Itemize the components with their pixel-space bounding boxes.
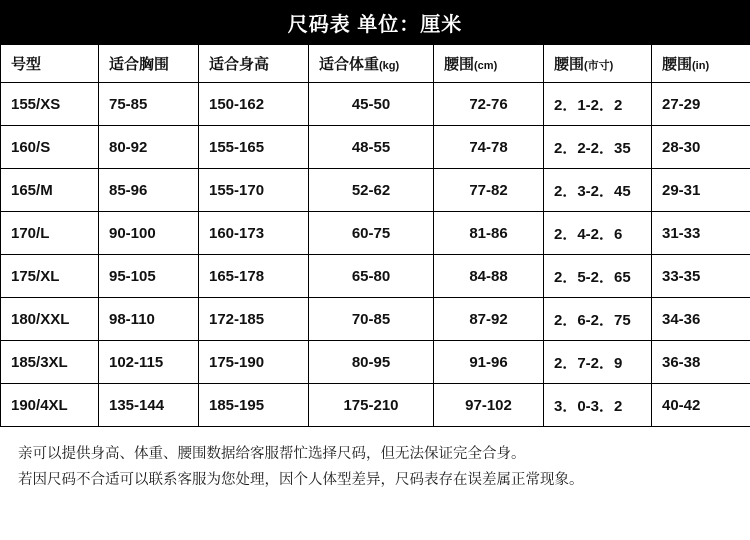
cell-bust: 90-100 bbox=[99, 212, 199, 255]
cell-waist-shicun: 2．6-2．75 bbox=[544, 298, 652, 341]
cell-waist-shicun: 2．5-2．65 bbox=[544, 255, 652, 298]
table-header bbox=[1, 45, 750, 83]
table-header-row bbox=[1, 45, 750, 83]
column-header-unit: (cm) bbox=[474, 60, 498, 72]
page-title-text: 尺码表 单位：厘米 bbox=[287, 13, 463, 36]
cell-waist-inch: 33-35 bbox=[652, 255, 750, 298]
column-header-unit: (kg) bbox=[379, 60, 400, 72]
cell-waist-cm: 77-82 bbox=[434, 169, 544, 212]
cell-weight: 65-80 bbox=[309, 255, 434, 298]
cell-bust: 98-110 bbox=[99, 298, 199, 341]
cell-waist-cm: 72-76 bbox=[434, 83, 544, 126]
column-header-bust: 适合胸围 bbox=[99, 45, 199, 83]
page-title bbox=[0, 0, 750, 44]
cell-bust: 80-92 bbox=[99, 126, 199, 169]
footnotes bbox=[0, 427, 750, 493]
cell-weight: 80-95 bbox=[309, 341, 434, 384]
table-row bbox=[1, 126, 750, 169]
table-row bbox=[1, 298, 750, 341]
column-header-unit: (in) bbox=[692, 60, 710, 72]
column-header-waist-inch: 腰围(in) bbox=[652, 45, 750, 83]
cell-model: 180/XXL bbox=[1, 298, 99, 341]
cell-waist-inch: 27-29 bbox=[652, 83, 750, 126]
table-row bbox=[1, 169, 750, 212]
cell-height: 155-165 bbox=[199, 126, 309, 169]
cell-waist-inch: 29-31 bbox=[652, 169, 750, 212]
cell-height: 165-178 bbox=[199, 255, 309, 298]
column-header-height: 适合身高 bbox=[199, 45, 309, 83]
cell-waist-shicun: 2．1-2．2 bbox=[544, 83, 652, 126]
cell-waist-cm: 91-96 bbox=[434, 341, 544, 384]
table-row bbox=[1, 255, 750, 298]
column-header-weight: 适合体重(kg) bbox=[309, 45, 434, 83]
cell-waist-shicun: 2．2-2．35 bbox=[544, 126, 652, 169]
table-row bbox=[1, 212, 750, 255]
cell-waist-inch: 40-42 bbox=[652, 384, 750, 427]
cell-weight: 70-85 bbox=[309, 298, 434, 341]
cell-weight: 45-50 bbox=[309, 83, 434, 126]
column-header-waist-cm: 腰围(cm) bbox=[434, 45, 544, 83]
table-row bbox=[1, 83, 750, 126]
footnote-line-2: 若因尺码不合适可以联系客服为您处理，因个人体型差异，尺码表存在误差属正常现象。 bbox=[18, 472, 584, 488]
cell-height: 172-185 bbox=[199, 298, 309, 341]
cell-height: 155-170 bbox=[199, 169, 309, 212]
cell-waist-cm: 97-102 bbox=[434, 384, 544, 427]
cell-waist-inch: 31-33 bbox=[652, 212, 750, 255]
cell-waist-inch: 36-38 bbox=[652, 341, 750, 384]
table-row bbox=[1, 341, 750, 384]
table-body bbox=[1, 83, 750, 427]
cell-waist-cm: 87-92 bbox=[434, 298, 544, 341]
cell-height: 175-190 bbox=[199, 341, 309, 384]
cell-model: 170/L bbox=[1, 212, 99, 255]
cell-waist-shicun: 3．0-3．2 bbox=[544, 384, 652, 427]
cell-bust: 102-115 bbox=[99, 341, 199, 384]
cell-model: 190/4XL bbox=[1, 384, 99, 427]
cell-waist-shicun: 2．4-2．6 bbox=[544, 212, 652, 255]
cell-bust: 85-96 bbox=[99, 169, 199, 212]
column-header-model: 号型 bbox=[1, 45, 99, 83]
cell-waist-inch: 28-30 bbox=[652, 126, 750, 169]
table-row bbox=[1, 384, 750, 427]
cell-height: 150-162 bbox=[199, 83, 309, 126]
cell-bust: 95-105 bbox=[99, 255, 199, 298]
footnote-line-1: 亲可以提供身高、体重、腰围数据给客服帮忙选择尺码，但无法保证完全合身。 bbox=[18, 446, 526, 462]
cell-model: 160/S bbox=[1, 126, 99, 169]
cell-bust: 135-144 bbox=[99, 384, 199, 427]
cell-waist-cm: 84-88 bbox=[434, 255, 544, 298]
cell-model: 185/3XL bbox=[1, 341, 99, 384]
cell-weight: 48-55 bbox=[309, 126, 434, 169]
cell-weight: 52-62 bbox=[309, 169, 434, 212]
column-header-waist-shicun: 腰围(市寸) bbox=[544, 45, 652, 83]
cell-model: 165/M bbox=[1, 169, 99, 212]
cell-model: 155/XS bbox=[1, 83, 99, 126]
cell-weight: 60-75 bbox=[309, 212, 434, 255]
cell-height: 160-173 bbox=[199, 212, 309, 255]
cell-height: 185-195 bbox=[199, 384, 309, 427]
cell-waist-cm: 81-86 bbox=[434, 212, 544, 255]
cell-bust: 75-85 bbox=[99, 83, 199, 126]
cell-waist-shicun: 2．3-2．45 bbox=[544, 169, 652, 212]
cell-waist-shicun: 2．7-2．9 bbox=[544, 341, 652, 384]
size-table bbox=[0, 44, 750, 427]
column-header-unit: (市寸) bbox=[584, 60, 614, 72]
cell-model: 175/XL bbox=[1, 255, 99, 298]
cell-waist-cm: 74-78 bbox=[434, 126, 544, 169]
cell-weight: 175-210 bbox=[309, 384, 434, 427]
cell-waist-inch: 34-36 bbox=[652, 298, 750, 341]
